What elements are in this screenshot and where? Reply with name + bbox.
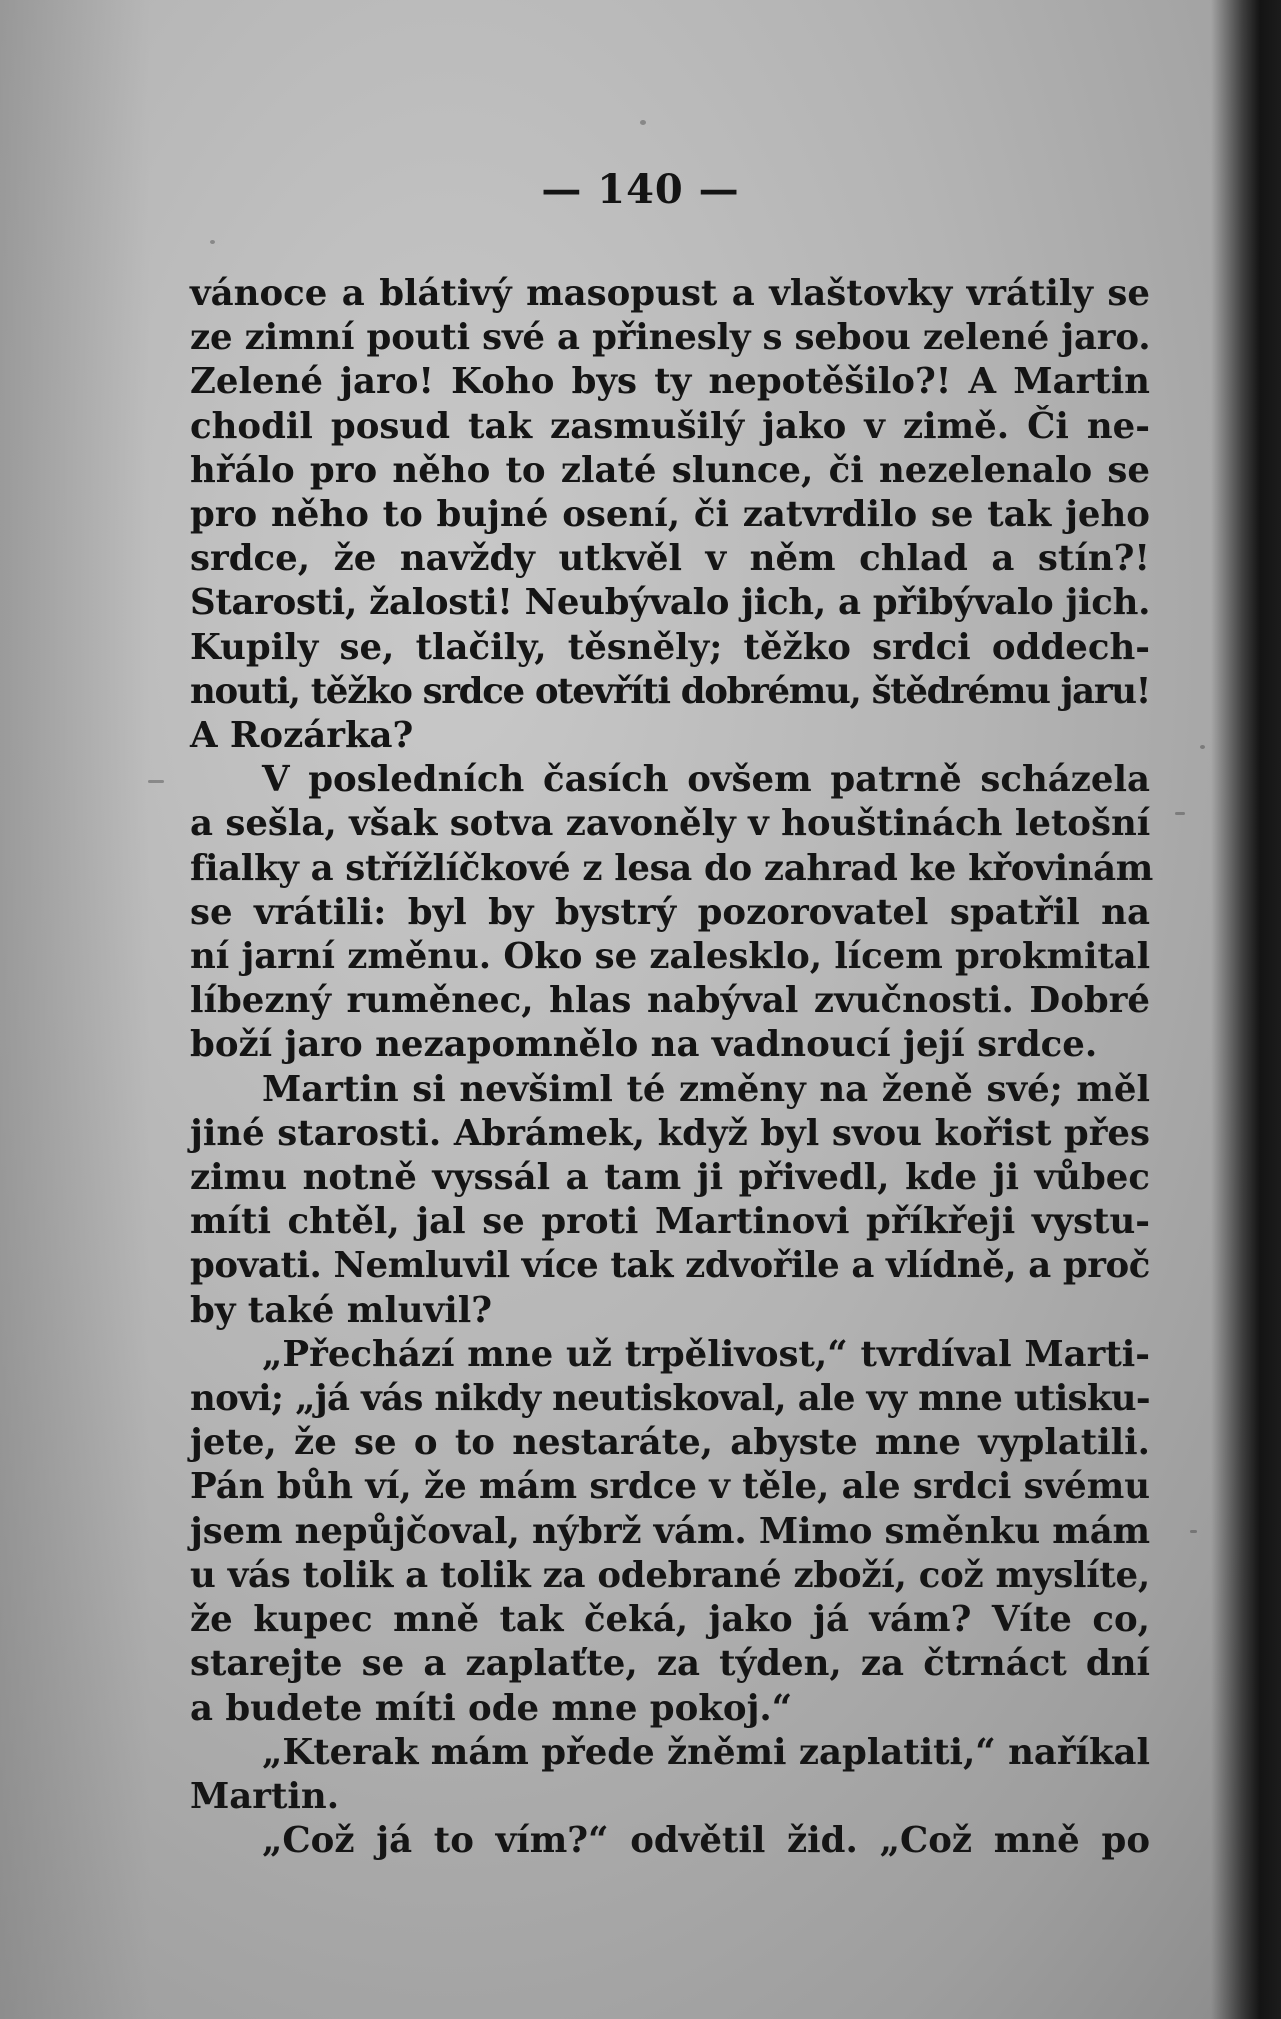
- text-line: u vás tolik a tolik za odebrané zboží, což myslíte,: [190, 1554, 1150, 1596]
- paper-speck: [148, 780, 164, 783]
- text-line: hřálo pro něho to zlaté slunce, či nezelenalo se: [190, 449, 1150, 491]
- text-line: míti chtěl, jal se proti Martinovi příkřeji vystu-: [190, 1201, 1150, 1243]
- text-line: jsem nepůjčoval, nýbrž vám. Mimo směnku mám: [190, 1510, 1150, 1552]
- paper-speck: [210, 240, 215, 244]
- text-line: Kupily se, tlačily, těsněly; těžko srdci oddech-: [190, 626, 1150, 668]
- text-line: Pán bůh ví, že mám srdce v těle, ale srdci svému: [190, 1466, 1150, 1508]
- text-line: Zelené jaro! Koho bys ty nepotěšilo?! A Martin: [190, 361, 1150, 403]
- text-line: srdce, že navždy utkvěl v něm chlad a stín?!: [190, 538, 1150, 580]
- paper-speck: [640, 120, 646, 125]
- page-edge-shade: [0, 0, 150, 2019]
- text-line: ní jarní změnu. Oko se zalesklo, lícem prokmital: [190, 936, 1150, 978]
- text-line: líbezný ruměnec, hlas nabýval zvučnosti. Dobré: [190, 980, 1150, 1022]
- text-line: „Což já to vím?“ odvětil žid. „Což mně po: [262, 1820, 1150, 1862]
- text-line: „Kterak mám přede žněmi zaplatiti,“ naříkal: [262, 1731, 1150, 1773]
- text-line: zimu notně vyssál a tam ji přivedl, kde ji vůbec: [190, 1157, 1150, 1199]
- text-line: „Přechází mne už trpělivost,“ tvrdíval Marti-: [262, 1333, 1150, 1375]
- page-number: — 140 —: [541, 166, 740, 213]
- text-line: starejte se a zaplaťte, za týden, za čtrnáct dní: [190, 1643, 1150, 1685]
- text-line: se vrátili: byl by bystrý pozorovatel spatřil na: [190, 891, 1150, 933]
- text-line: V posledních časích ovšem patrně scházela: [262, 759, 1150, 801]
- text-line: povati. Nemluvil více tak zdvořile a vlídně, a proč: [190, 1245, 1150, 1287]
- text-line: Martin.: [190, 1775, 340, 1817]
- text-line: a sešla, však sotva zavoněly v houštinách letošní: [190, 803, 1151, 845]
- paper-speck: [1200, 745, 1205, 749]
- paper-speck: [1175, 812, 1185, 815]
- text-line: že kupec mně tak čeká, jako já vám? Víte co,: [190, 1599, 1150, 1641]
- text-line: by také mluvil?: [190, 1289, 493, 1331]
- binding-shadow: [1211, 0, 1281, 2019]
- text-line: Starosti, žalosti! Neubývalo jich, a přibývalo jich.: [190, 582, 1151, 624]
- text-line: ze zimní pouti své a přinesly s sebou zelené jaro.: [190, 317, 1151, 359]
- text-line: jiné starosti. Abrámek, když byl svou kořist přes: [190, 1112, 1150, 1154]
- text-line: boží jaro nezapomnělo na vadnoucí její srdce.: [190, 1024, 1098, 1066]
- text-line: nouti, těžko srdce otevříti dobrému, štědrému jaru!: [190, 670, 1150, 712]
- text-line: jete, že se o to nestaráte, abyste mne vyplatili.: [190, 1422, 1150, 1464]
- text-line: vánoce a blátivý masopust a vlaštovky vrátily se: [190, 273, 1150, 314]
- paper-speck: [1190, 1530, 1197, 1533]
- text-line: A Rozárka?: [190, 715, 414, 757]
- text-line: pro něho to bujné osení, či zatvrdilo se tak jeho: [190, 494, 1150, 536]
- text-line: fialky a střížlíčkové z lesa do zahrad ke křovinám: [190, 847, 1154, 889]
- text-line: Martin si nevšiml té změny na ženě své; měl: [262, 1068, 1150, 1110]
- text-line: chodil posud tak zasmušilý jako v zimě. Či ne-: [190, 405, 1150, 447]
- text-line: novi; „já vás nikdy neutiskoval, ale vy mne utisku-: [190, 1378, 1150, 1420]
- text-line: a budete míti ode mne pokoj.“: [190, 1687, 793, 1729]
- body-text: [190, 272, 1154, 1863]
